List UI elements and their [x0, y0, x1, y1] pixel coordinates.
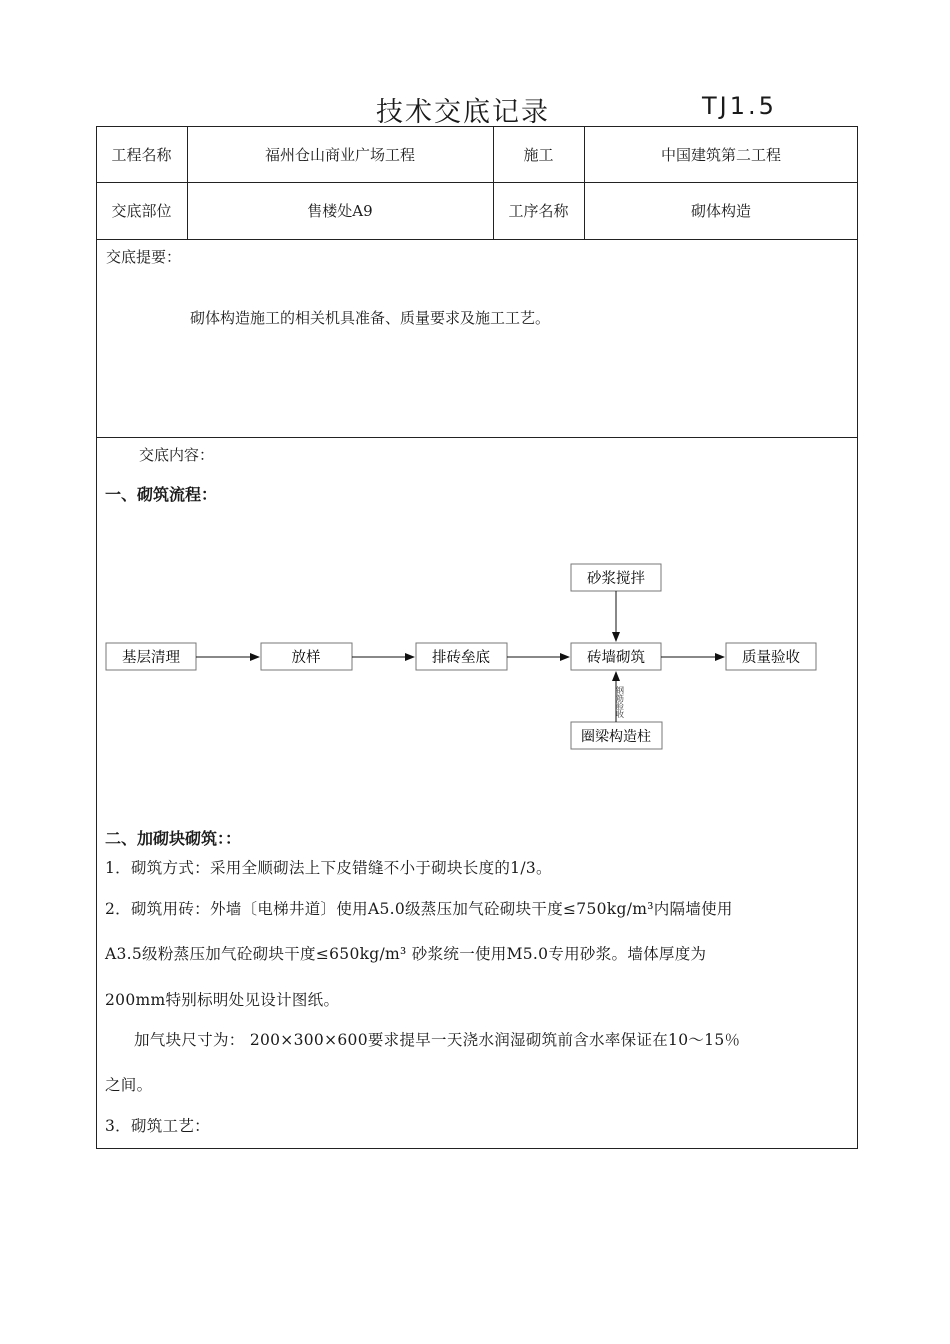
flow-node-base-cleaning [106, 643, 196, 670]
summary-label: 交底提要： [106, 248, 182, 266]
document-code: TJ1.5 [702, 92, 777, 120]
flow-node-label: 放样 [291, 650, 321, 666]
process-name-label: 工序名称 [508, 202, 569, 220]
flow-node-label: 排砖垒底 [432, 650, 490, 666]
row-divider [96, 437, 858, 438]
process-name-value: 砌体构造 [690, 202, 751, 220]
flow-node-layout [261, 643, 352, 670]
flow-node-label: 基层清理 [122, 650, 180, 666]
row-divider [96, 239, 858, 240]
section-1-heading: 一、砌筑流程： [105, 485, 218, 504]
section-2-heading: 二、加砌块砌筑：： [105, 829, 242, 848]
masonry-flow-chart [96, 555, 856, 755]
flow-node-mortar-mixing [571, 564, 661, 591]
paragraph-3-line-2: 之间。 [105, 1076, 153, 1094]
flow-node-label: 砖墙砌筑 [587, 650, 645, 666]
paragraph-3-line-1: 加气块尺寸为： 200×300×600要求提早一天浇水润湿砌筑前含水率保证在10～15％ [134, 1031, 741, 1049]
flow-node-brick-base [416, 643, 507, 670]
rebar-check-label: 钢筋验收 [615, 686, 625, 718]
paragraph-2-line-2: A3.5级粉蒸压加气砼砌块干度≤650kg/m³ 砂浆统一使用M5.0专用砂浆。墙体厚度为 [105, 945, 707, 963]
handover-part-label: 交底部位 [111, 202, 172, 220]
paragraph-4: 3．砌筑工艺： [105, 1117, 210, 1135]
paragraph-2-line-3: 200mm特别标明处见设计图纸。 [105, 991, 340, 1009]
document-title-bar [0, 90, 950, 130]
paragraph-1: 1．砌筑方式：采用全顺砌法上下皮错缝不小于砌块长度的1/3。 [105, 859, 552, 877]
handover-part-value: 售楼处A9 [307, 202, 373, 220]
flow-node-quality-check [726, 643, 816, 670]
flow-node-label: 圈梁构造柱 [581, 729, 651, 745]
construction-label: 施工 [523, 145, 554, 164]
document-title: 技术交底记录 [376, 97, 550, 128]
construction-value: 中国建筑第二工程 [660, 145, 781, 164]
flow-node-wall-masonry [571, 643, 661, 670]
paragraph-2-line-1: 2．砌筑用砖：外墙〔电梯井道〕使用A5.0级蒸压加气砼砌块干度≤750kg/m³内隔墙使用 [105, 900, 733, 918]
project-name-value: 福州仓山商业广场工程 [264, 145, 415, 164]
flow-node-label: 砂浆搅拌 [587, 571, 645, 587]
content-label: 交底内容： [139, 446, 215, 464]
project-name-label: 工程名称 [111, 145, 172, 164]
flow-node-label: 质量验收 [742, 650, 800, 666]
flow-node-ring-beam-column [571, 722, 662, 749]
summary-text: 砌体构造施工的相关机具准备、质量要求及施工工艺。 [190, 309, 551, 327]
